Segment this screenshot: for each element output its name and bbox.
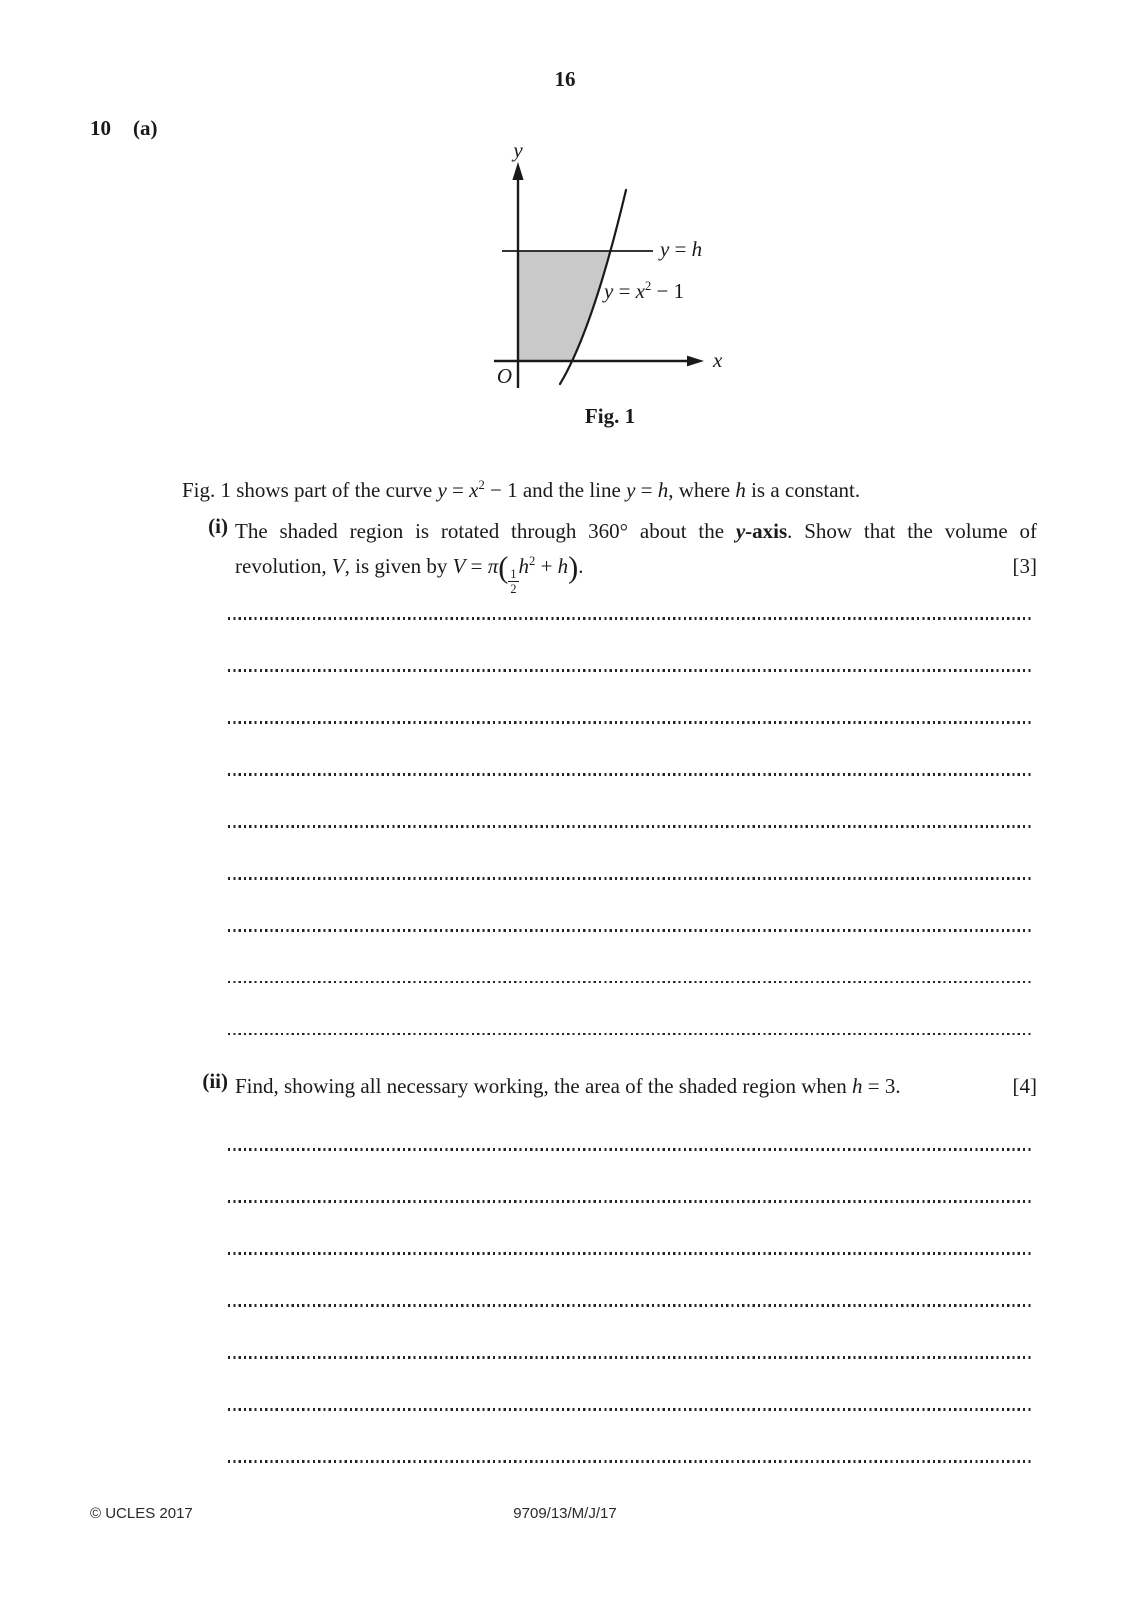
answer-dotted-line <box>228 1148 1033 1151</box>
answer-dotted-line <box>228 877 1033 880</box>
answer-dotted-line <box>228 773 1033 776</box>
part-ii-marker: (ii) <box>202 1069 228 1093</box>
part-i-formula: revolution, V, is given by V = π( $\frac{1}{2}$ $h^2 + h$). <box>235 550 584 597</box>
part-i-answer-area <box>228 617 1033 1085</box>
figure-caption: Fig. 1 <box>584 404 636 428</box>
part-ii-answer-area <box>228 1148 1033 1512</box>
y-axis-label: y <box>513 138 523 162</box>
y-axis-arrow-icon <box>512 162 523 180</box>
answer-dotted-line <box>228 825 1033 828</box>
part-i-text <box>235 514 1037 597</box>
x-axis-label: x <box>713 348 723 372</box>
part-ii-text <box>235 1069 1037 1104</box>
part-i-marker: (i) <box>208 514 228 538</box>
part-ii-marks: [4] <box>1012 1074 1037 1098</box>
part-i-line-2 <box>235 549 1037 597</box>
footer-copyright: © UCLES 2017 <box>90 1505 193 1522</box>
shaded-region <box>518 251 610 361</box>
page-number: 16 <box>554 67 576 91</box>
answer-dotted-line <box>228 1033 1033 1036</box>
figure <box>470 138 750 408</box>
answer-dotted-line <box>228 669 1033 672</box>
answer-dotted-line <box>228 1460 1033 1463</box>
question-part-label: (a) <box>133 116 158 140</box>
part-i-marks: [3] <box>1012 554 1037 578</box>
answer-dotted-line <box>228 1200 1033 1203</box>
answer-dotted-line <box>228 1408 1033 1411</box>
answer-dotted-line <box>228 1252 1033 1255</box>
intro-paragraph: Fig. 1 shows part of the curve $y = x^2 - 1$ and the line y = h, where h is a constant. <box>182 478 861 502</box>
answer-dotted-line <box>228 1304 1033 1307</box>
answer-dotted-line <box>228 929 1033 932</box>
footer-paper-code: 9709/13/M/J/17 <box>513 1505 617 1522</box>
part-i-line-1: The shaded region is rotated through 360° about the y-axis. Show that the volume of <box>235 519 1037 543</box>
answer-dotted-line <box>228 617 1033 620</box>
part-ii-question: Find, showing all necessary working, the area of the shaded region when h = 3. <box>235 1074 901 1098</box>
curve-equation-label: $y = x^2 - 1$ <box>604 279 685 303</box>
origin-label: O <box>496 364 512 388</box>
answer-dotted-line <box>228 1356 1033 1359</box>
answer-dotted-line <box>228 721 1033 724</box>
question-number: 10 <box>90 116 111 140</box>
answer-dotted-line <box>228 981 1033 984</box>
line-y-equals-h-label: y = h <box>660 237 703 261</box>
x-axis-arrow-icon <box>687 356 704 367</box>
part-ii-line <box>235 1069 1037 1104</box>
